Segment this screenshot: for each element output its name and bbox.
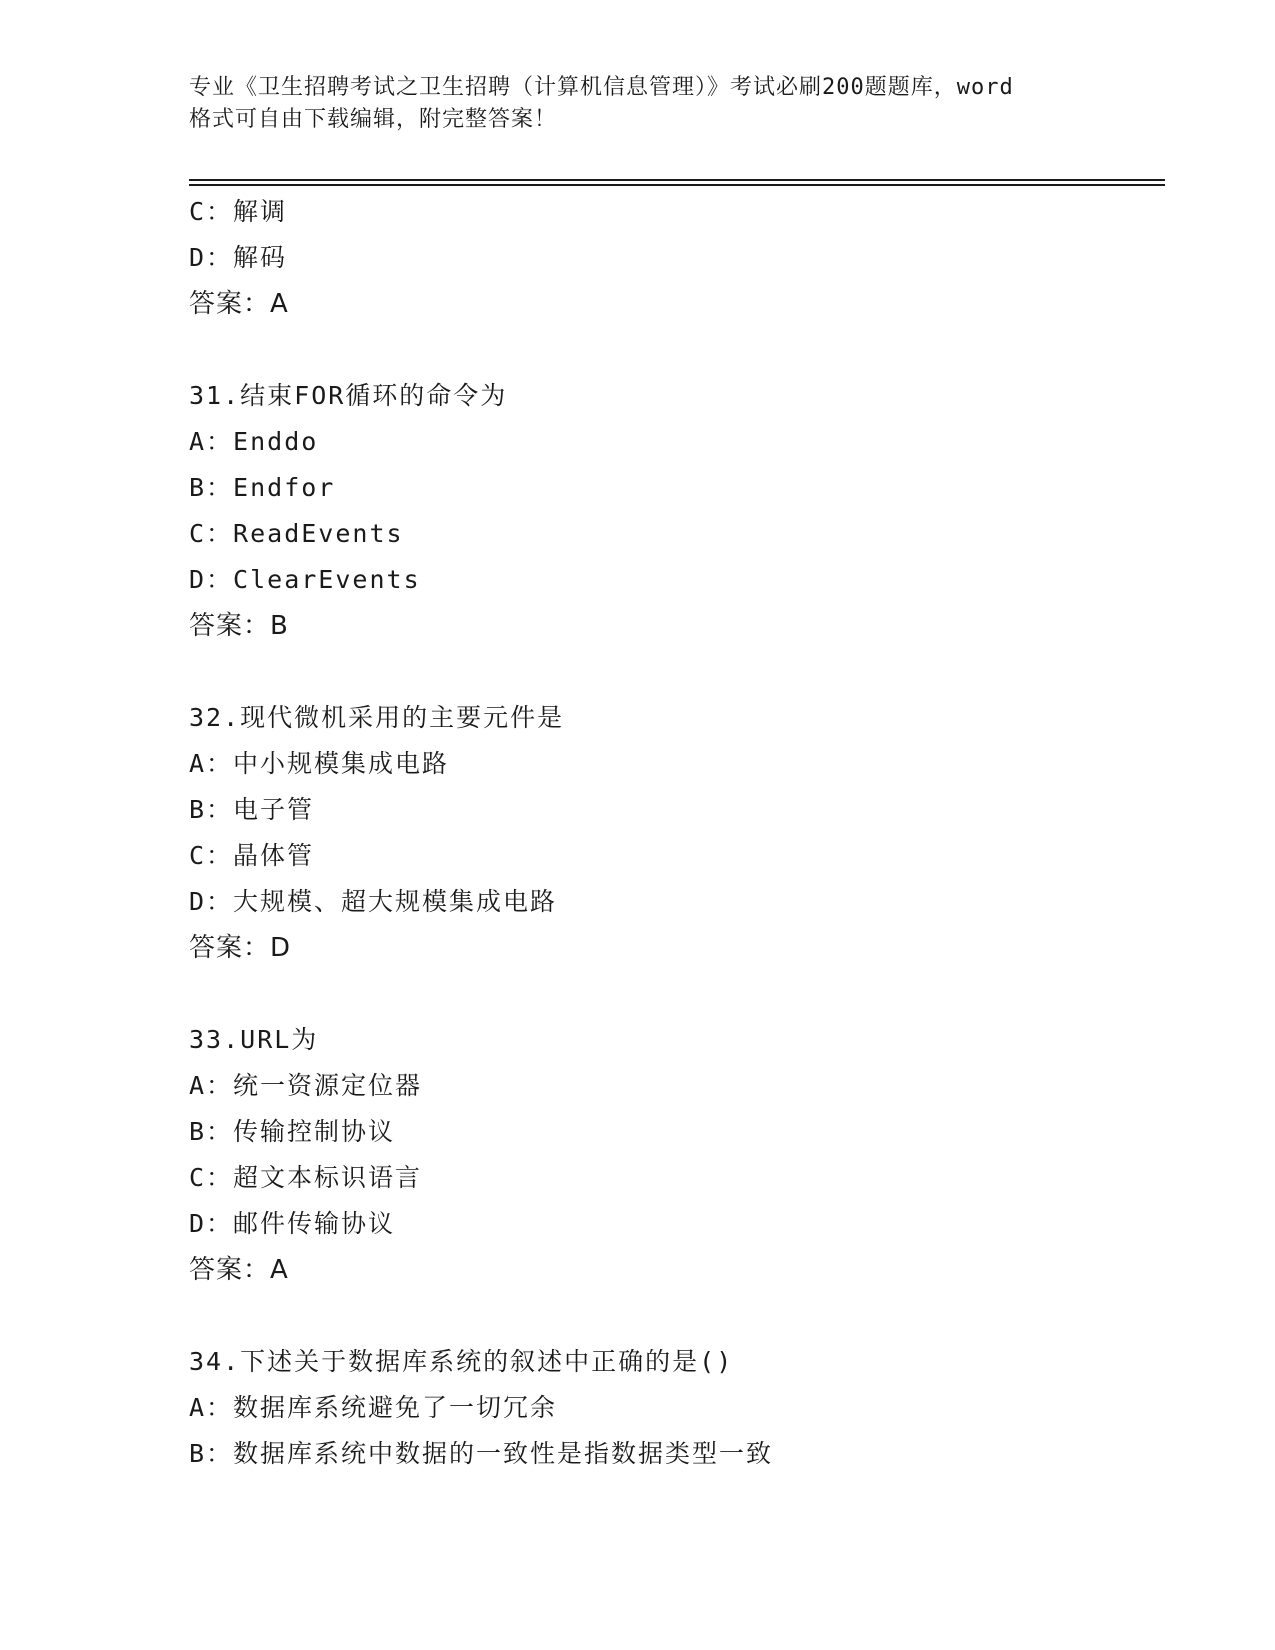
- block-spacer: [189, 971, 1165, 1017]
- option-line: A：中小规模集成电路: [189, 749, 450, 778]
- answer-line: 答案：D: [189, 933, 292, 963]
- option-line: D：大规模、超大规模集成电路: [189, 887, 558, 916]
- question-block-34: [189, 1339, 1165, 1477]
- question-block-32: [189, 695, 1165, 971]
- option-line: C：晶体管: [189, 841, 315, 870]
- option-line: B：电子管: [189, 795, 315, 824]
- header-line-1: 专业《卫生招聘考试之卫生招聘（计算机信息管理）》考试必刷200题题库，word: [189, 75, 1014, 100]
- document-header: [189, 72, 1089, 136]
- option-line: B：传输控制协议: [189, 1117, 396, 1146]
- block-spacer: [189, 327, 1165, 373]
- block-spacer: [189, 1293, 1165, 1339]
- question-stem: 33.URL为: [189, 1025, 319, 1054]
- option-line: A：数据库系统避免了一切冗余: [189, 1393, 558, 1422]
- option-line: A：Enddo: [189, 427, 319, 456]
- block-spacer: [189, 649, 1165, 695]
- option-line: D：解码: [189, 243, 288, 272]
- option-line: D：邮件传输协议: [189, 1209, 396, 1238]
- option-line: C：解调: [189, 197, 288, 226]
- answer-line: 答案：A: [189, 1255, 289, 1285]
- question-block-31: [189, 373, 1165, 649]
- answer-line: 答案：A: [189, 289, 289, 319]
- question-list: [189, 189, 1165, 1477]
- option-line: B：Endfor: [189, 473, 336, 502]
- header-line-2: 格式可自由下载编辑，附完整答案！: [189, 107, 558, 132]
- option-line: A：统一资源定位器: [189, 1071, 423, 1100]
- header-divider-top: [189, 179, 1165, 181]
- question-block-30-tail: [189, 189, 1165, 327]
- header-divider-bottom: [189, 184, 1165, 186]
- question-stem: 34.下述关于数据库系统的叙述中正确的是(): [189, 1347, 734, 1376]
- question-block-33: [189, 1017, 1165, 1293]
- question-stem: 32.现代微机采用的主要元件是: [189, 703, 565, 732]
- question-stem: 31.结束FOR循环的命令为: [189, 381, 508, 410]
- option-line: C：超文本标识语言: [189, 1163, 423, 1192]
- option-line: D：ClearEvents: [189, 565, 421, 594]
- option-line: B：数据库系统中数据的一致性是指数据类型一致: [189, 1439, 774, 1468]
- answer-line: 答案：B: [189, 611, 289, 641]
- option-line: C：ReadEvents: [189, 519, 404, 548]
